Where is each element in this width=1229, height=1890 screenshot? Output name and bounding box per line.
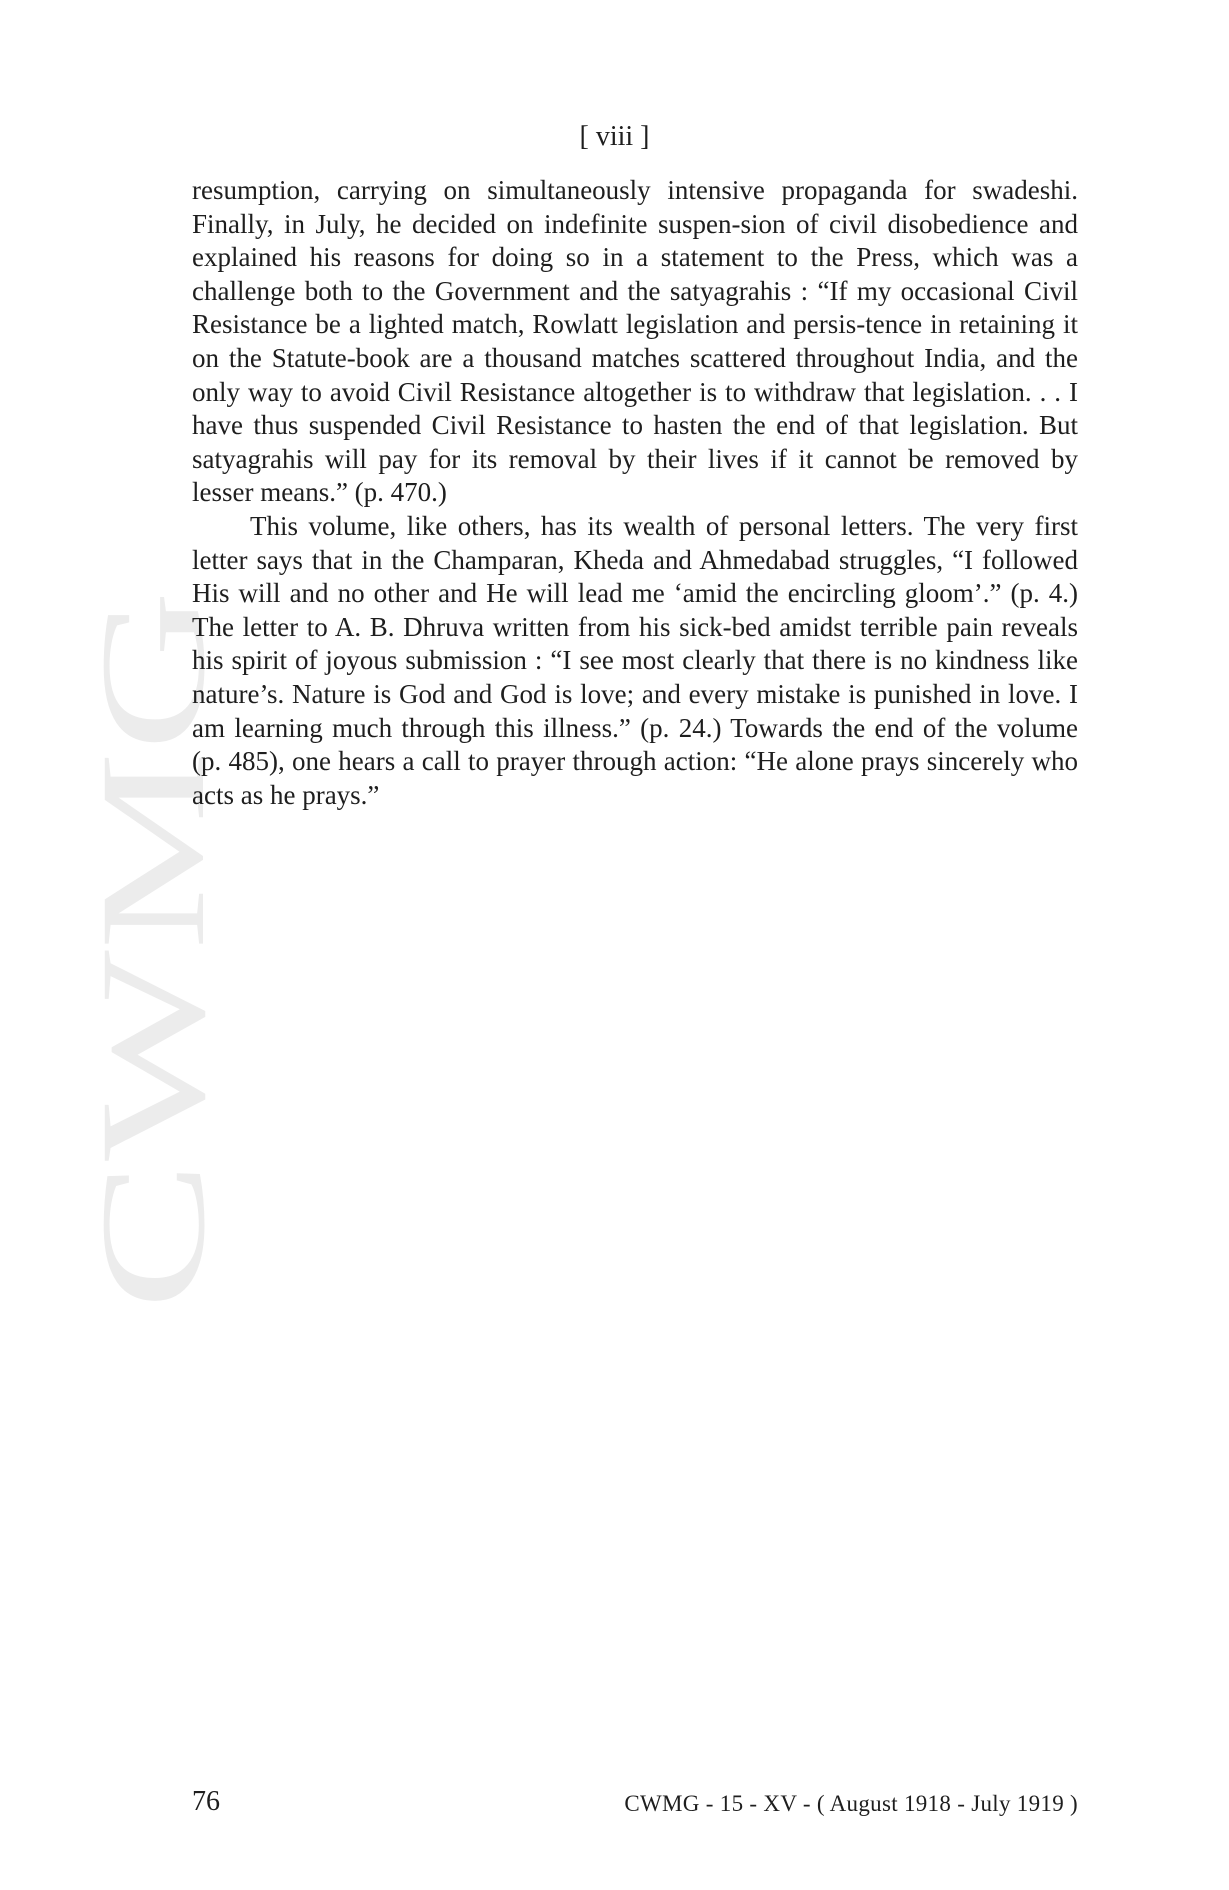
body-text <box>192 174 1078 812</box>
page-label: [ viii ] <box>579 121 650 152</box>
paragraph-personal-letters: This volume, like others, has its wealth of personal letters. The very first letter says that in the Champaran, Kheda and Ahmedabad struggles, “I followed His will and no other and He will lead me ‘amid the encircling gloom’.” (p. 4.) The letter to A. B. Dhruva written from his sick-bed amidst terrible pain reveals his spirit of joyous submission : “I see most clearly that there is no kindness like nature’s. Nature is God and God is love; and every mistake is punished in love. I am learning much through this illness.” (p. 24.) Towards the end of the volume (p. 485), one hears a call to prayer through action: “He alone prays sincerely who acts as he prays.” <box>192 510 1078 810</box>
running-title: CWMG - 15 - XV - ( August 1918 - July 1919 ) <box>624 1791 1078 1816</box>
paragraph-continuation: resumption, carrying on simultaneously intensive propaganda for swadeshi. Finally, in July, he decided on indefinite suspen-sion of civil disobedience and explained his reasons for doing so in a statement to the Press, which was a challenge both to the Government and the satyagrahis : “If my occasional Civil Resistance be a lighted match, Rowlatt legislation and persis-tence in retaining it on the Statute-book are a thousand matches scattered throughout India, and the only way to avoid Civil Resistance altogether is to withdraw that legislation. . . I have thus suspended Civil Resistance to hasten the end of that legislation. But satyagrahis will pay for its removal by their lives if it cannot be removed by lesser means.” (p. 470.) <box>192 175 1078 508</box>
page-footer <box>192 1785 1078 1819</box>
watermark-text: CWMG <box>70 826 236 1310</box>
page-number: 76 <box>192 1786 220 1817</box>
